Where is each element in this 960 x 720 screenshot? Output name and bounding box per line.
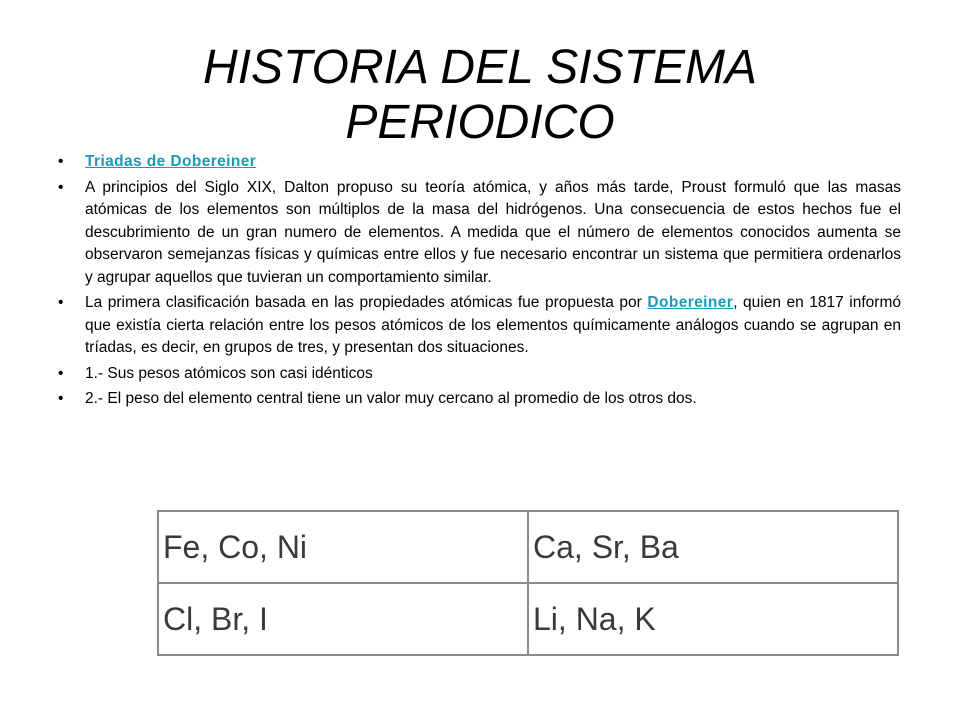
primera-clasificacion-text-after: , quien en 1817 informó que existía cierta relación entre los pesos atómicos de los elementos químicamente análogos cuando se agrupan en tríadas, es decir, en grupos de tres, y presentan dos situaciones. <box>85 294 901 356</box>
situacion-1-text: 1.- Sus pesos atómicos son casi idénticos <box>85 364 373 382</box>
triads-table <box>157 510 899 656</box>
historia-paragraph: A principios del Siglo XIX, Dalton propuso su teoría atómica, y años más tarde, Proust formuló que las masas atómicas de los elementos son múltiplos de la masa del hidrógenos. Una consecuencia de estos hechos fue el descubrimiento de un gran numero de elementos. A medida que el número de elementos conocidos aumenta se observaron semejanzas físicas y químicas entre ellos y fue necesario encontrar un sistema que permitiera ordenarlos y agrupar aquellos que tuvieran un comportamiento similar. <box>85 178 901 286</box>
table-cell: Fe, Co, Ni <box>158 511 528 583</box>
table-cell: Cl, Br, I <box>158 583 528 655</box>
situacion-2-text: 2.- El peso del elemento central tiene un valor muy cercano al promedio de los otros dos. <box>85 390 697 407</box>
primera-clasificacion-text-before: La primera clasificación basada en las propiedades atómicas fue propuesta por <box>85 294 648 311</box>
bullet-item-situacion-2 <box>58 388 901 411</box>
table-cell: Ca, Sr, Ba <box>528 511 898 583</box>
bullet-item-situacion-1 <box>58 363 901 386</box>
table-cell: Li, Na, K <box>528 583 898 655</box>
slide-title: HISTORIA DEL SISTEMA PERIODICO <box>203 41 757 149</box>
bullet-item-primera-clasificacion <box>58 292 901 360</box>
bullet-list <box>58 151 901 414</box>
triadas-de-dobereiner-link[interactable]: Triadas de Dobereiner <box>85 153 257 170</box>
bullet-item-triadas-link <box>58 151 901 174</box>
table-row <box>158 583 898 655</box>
dobereiner-link[interactable]: Dobereiner <box>647 294 734 311</box>
table-row <box>158 511 898 583</box>
bullet-item-historia <box>58 177 901 290</box>
